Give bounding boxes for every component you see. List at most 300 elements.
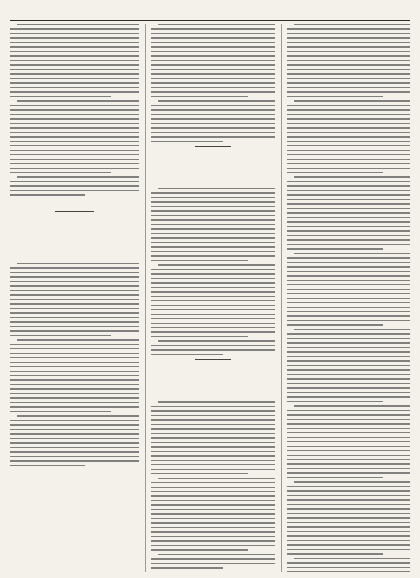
text-line xyxy=(151,219,274,220)
text-line xyxy=(151,451,274,452)
text-line xyxy=(287,432,410,433)
text-line xyxy=(287,423,410,424)
text-line xyxy=(287,163,410,164)
text-line xyxy=(10,375,139,376)
text-line xyxy=(287,472,410,473)
text-line xyxy=(151,327,274,328)
text-line xyxy=(151,354,223,355)
text-line xyxy=(287,428,410,429)
text-line xyxy=(151,473,247,474)
text-line xyxy=(17,263,139,264)
text-line xyxy=(151,433,274,434)
text-line xyxy=(287,208,410,209)
text-line xyxy=(151,495,274,496)
text-line xyxy=(10,118,139,119)
text-line xyxy=(10,362,139,363)
text-line xyxy=(151,114,274,115)
text-line xyxy=(287,571,410,572)
text-line xyxy=(151,282,274,283)
column xyxy=(10,24,139,572)
text-line xyxy=(287,91,410,92)
text-line xyxy=(151,201,274,202)
text-line xyxy=(10,267,139,268)
text-line xyxy=(287,459,410,460)
text-line xyxy=(10,285,139,286)
text-line xyxy=(151,331,274,332)
text-block xyxy=(151,24,274,142)
text-line xyxy=(151,42,274,43)
text-line xyxy=(10,384,139,385)
text-line xyxy=(287,226,410,227)
text-line xyxy=(287,114,410,115)
text-line xyxy=(287,553,383,554)
text-line xyxy=(151,345,274,346)
text-line xyxy=(287,540,410,541)
text-line xyxy=(151,51,274,52)
text-line xyxy=(10,28,139,29)
text-line xyxy=(151,424,274,425)
text-line xyxy=(287,168,410,169)
text-line xyxy=(287,463,410,464)
text-line xyxy=(151,269,274,270)
text-line xyxy=(151,87,274,88)
text-line xyxy=(10,321,139,322)
text-line xyxy=(287,369,410,370)
text-line xyxy=(287,324,383,325)
text-line xyxy=(10,451,139,452)
text-line xyxy=(151,109,274,110)
text-line xyxy=(151,500,274,501)
text-line xyxy=(151,123,274,124)
text-line xyxy=(10,366,139,367)
text-line xyxy=(287,414,410,415)
text-line xyxy=(10,397,139,398)
text-line xyxy=(287,244,410,245)
text-line xyxy=(287,311,410,312)
text-line xyxy=(151,487,274,488)
text-line xyxy=(10,308,139,309)
text-line xyxy=(294,176,410,177)
text-line xyxy=(287,266,410,267)
text-line xyxy=(17,415,139,416)
text-line xyxy=(151,210,274,211)
text-line xyxy=(287,64,410,65)
text-line xyxy=(151,260,247,261)
text-line xyxy=(10,424,139,425)
text-line xyxy=(151,428,274,429)
text-line xyxy=(287,42,410,43)
text-line xyxy=(287,333,410,334)
text-line xyxy=(10,406,139,407)
text-line xyxy=(151,336,247,337)
text-line xyxy=(287,46,410,47)
article-title-block xyxy=(10,217,139,258)
text-line xyxy=(294,100,410,101)
text-block xyxy=(10,24,139,196)
text-line xyxy=(287,419,410,420)
text-line xyxy=(287,342,410,343)
text-line xyxy=(10,388,139,389)
text-line xyxy=(10,303,139,304)
text-line xyxy=(287,159,410,160)
text-line xyxy=(287,109,410,110)
text-line xyxy=(151,291,274,292)
text-line xyxy=(287,567,410,568)
text-line xyxy=(10,276,139,277)
text-line xyxy=(151,527,274,528)
text-line xyxy=(158,100,274,101)
text-line xyxy=(10,73,139,74)
text-line xyxy=(10,272,139,273)
text-line xyxy=(287,289,410,290)
text-line xyxy=(294,24,410,25)
text-line xyxy=(151,278,274,279)
article-title-block xyxy=(151,365,274,396)
text-line xyxy=(287,360,410,361)
text-line xyxy=(287,437,410,438)
text-line xyxy=(151,251,274,252)
text-line xyxy=(151,28,274,29)
text-line xyxy=(287,455,410,456)
text-line xyxy=(287,141,410,142)
text-line xyxy=(287,37,410,38)
text-line xyxy=(10,55,139,56)
text-line xyxy=(287,203,410,204)
text-line xyxy=(151,563,274,564)
text-line xyxy=(287,118,410,119)
text-line xyxy=(287,392,410,393)
text-line xyxy=(151,491,274,492)
text-line xyxy=(10,109,139,110)
text-line xyxy=(10,37,139,38)
text-line xyxy=(287,517,410,518)
text-line xyxy=(10,465,85,466)
text-line xyxy=(10,442,139,443)
text-line xyxy=(287,513,410,514)
text-line xyxy=(151,419,274,420)
text-line xyxy=(151,518,274,519)
text-line xyxy=(287,293,410,294)
text-line xyxy=(287,235,410,236)
text-line xyxy=(10,438,139,439)
text-line xyxy=(287,522,410,523)
text-line xyxy=(151,132,274,133)
text-line xyxy=(287,51,410,52)
text-line xyxy=(287,69,410,70)
section-divider xyxy=(195,146,232,147)
text-line xyxy=(17,176,139,177)
text-block xyxy=(10,263,139,466)
text-line xyxy=(151,410,274,411)
text-line xyxy=(151,460,274,461)
column xyxy=(281,24,410,572)
text-line xyxy=(10,290,139,291)
text-line xyxy=(151,192,274,193)
text-block xyxy=(151,401,274,568)
text-line xyxy=(287,378,410,379)
text-line xyxy=(17,339,139,340)
text-line xyxy=(287,320,410,321)
text-line xyxy=(151,287,274,288)
text-line xyxy=(287,199,410,200)
text-line xyxy=(287,495,410,496)
text-line xyxy=(287,396,410,397)
author-signature xyxy=(10,199,139,207)
text-line xyxy=(151,206,274,207)
text-line xyxy=(287,508,410,509)
text-line xyxy=(287,194,410,195)
text-line xyxy=(287,383,410,384)
text-line xyxy=(151,37,274,38)
text-block xyxy=(151,188,274,355)
text-line xyxy=(151,446,274,447)
text-line xyxy=(287,132,410,133)
text-line xyxy=(287,284,410,285)
text-line xyxy=(287,190,410,191)
text-line xyxy=(287,154,410,155)
text-line xyxy=(151,549,247,550)
text-line xyxy=(287,73,410,74)
text-line xyxy=(151,141,223,142)
text-line xyxy=(151,415,274,416)
text-line xyxy=(287,33,410,34)
text-line xyxy=(151,536,274,537)
text-line xyxy=(10,114,139,115)
text-line xyxy=(294,405,410,406)
text-line xyxy=(10,64,139,65)
text-line xyxy=(10,51,139,52)
text-line xyxy=(151,540,274,541)
text-line xyxy=(151,215,274,216)
text-line xyxy=(287,468,410,469)
text-line xyxy=(287,531,410,532)
text-line xyxy=(10,371,139,372)
running-head xyxy=(10,6,410,21)
text-line xyxy=(287,136,410,137)
text-line xyxy=(287,410,410,411)
text-line xyxy=(287,280,410,281)
text-line xyxy=(287,387,410,388)
text-line xyxy=(287,185,410,186)
text-line xyxy=(287,127,410,128)
text-line xyxy=(10,132,139,133)
text-line xyxy=(287,96,383,97)
text-line xyxy=(151,323,274,324)
text-line xyxy=(151,60,274,61)
text-line xyxy=(287,298,410,299)
text-line xyxy=(151,309,274,310)
text-line xyxy=(10,460,139,461)
text-line xyxy=(287,230,410,231)
text-block xyxy=(287,24,410,572)
text-line xyxy=(10,190,139,191)
text-line xyxy=(151,78,274,79)
text-line xyxy=(17,100,139,101)
text-line xyxy=(158,264,274,265)
text-line xyxy=(151,96,247,97)
text-line xyxy=(287,78,410,79)
article-title-block xyxy=(151,152,274,183)
text-line xyxy=(10,60,139,61)
text-line xyxy=(287,257,410,258)
text-line xyxy=(151,509,274,510)
text-line xyxy=(294,481,410,482)
text-line xyxy=(287,105,410,106)
text-line xyxy=(158,24,274,25)
text-line xyxy=(10,96,111,97)
text-line xyxy=(287,123,410,124)
text-line xyxy=(287,544,410,545)
text-line xyxy=(151,406,274,407)
columns xyxy=(10,24,410,572)
text-line xyxy=(151,482,274,483)
text-line xyxy=(10,87,139,88)
text-line xyxy=(151,242,274,243)
text-line xyxy=(287,239,410,240)
text-line xyxy=(151,105,274,106)
text-line xyxy=(287,262,410,263)
text-line xyxy=(151,305,274,306)
text-line xyxy=(287,217,410,218)
text-line xyxy=(10,172,111,173)
text-line xyxy=(151,437,274,438)
text-line xyxy=(287,549,410,550)
text-line xyxy=(10,411,111,412)
text-line xyxy=(151,69,274,70)
text-line xyxy=(10,420,139,421)
text-line xyxy=(10,379,139,380)
text-line xyxy=(151,300,274,301)
text-line xyxy=(158,554,274,555)
text-line xyxy=(151,73,274,74)
text-line xyxy=(151,567,223,568)
text-line xyxy=(151,136,274,137)
text-line xyxy=(151,513,274,514)
text-line xyxy=(287,60,410,61)
text-line xyxy=(151,273,274,274)
text-line xyxy=(287,248,383,249)
text-line xyxy=(151,228,274,229)
text-line xyxy=(151,464,274,465)
text-line xyxy=(287,28,410,29)
text-line xyxy=(287,275,410,276)
text-line xyxy=(151,558,274,559)
text-line xyxy=(10,42,139,43)
text-line xyxy=(151,455,274,456)
text-line xyxy=(158,478,274,479)
text-line xyxy=(10,91,139,92)
text-line xyxy=(287,526,410,527)
text-line xyxy=(287,82,410,83)
text-line xyxy=(10,123,139,124)
text-line xyxy=(151,82,274,83)
text-line xyxy=(10,335,111,336)
text-line xyxy=(10,393,139,394)
text-line xyxy=(158,340,274,341)
text-line xyxy=(287,150,410,151)
text-line xyxy=(10,312,139,313)
text-line xyxy=(10,294,139,295)
section-divider xyxy=(55,211,94,212)
text-line xyxy=(10,154,139,155)
column xyxy=(145,24,274,572)
text-line xyxy=(151,255,274,256)
text-line xyxy=(287,450,410,451)
text-line xyxy=(151,296,274,297)
text-line xyxy=(10,194,85,195)
text-line xyxy=(287,315,410,316)
text-line xyxy=(10,357,139,358)
text-line xyxy=(151,127,274,128)
text-line xyxy=(10,456,139,457)
text-line xyxy=(287,55,410,56)
text-line xyxy=(10,429,139,430)
text-line xyxy=(151,531,274,532)
text-line xyxy=(287,181,410,182)
text-line xyxy=(10,447,139,448)
text-line xyxy=(287,490,410,491)
text-line xyxy=(151,33,274,34)
text-line xyxy=(158,188,274,189)
text-line xyxy=(287,212,410,213)
text-line xyxy=(17,24,139,25)
text-line xyxy=(151,469,274,470)
text-line xyxy=(287,374,410,375)
text-line xyxy=(287,356,410,357)
text-line xyxy=(151,224,274,225)
text-line xyxy=(10,136,139,137)
text-line xyxy=(287,307,410,308)
text-line xyxy=(287,145,410,146)
text-line xyxy=(10,433,139,434)
text-line xyxy=(151,118,274,119)
text-line xyxy=(287,477,383,478)
text-line xyxy=(10,330,139,331)
text-line xyxy=(151,442,274,443)
text-line xyxy=(287,221,410,222)
text-line xyxy=(10,326,139,327)
text-line xyxy=(151,349,274,350)
text-line xyxy=(287,504,410,505)
text-line xyxy=(287,562,410,563)
text-line xyxy=(151,522,274,523)
text-line xyxy=(151,91,274,92)
text-line xyxy=(151,246,274,247)
text-line xyxy=(151,314,274,315)
text-line xyxy=(287,401,383,402)
text-line xyxy=(287,338,410,339)
text-line xyxy=(287,302,410,303)
text-line xyxy=(10,141,139,142)
text-line xyxy=(151,197,274,198)
text-line xyxy=(10,299,139,300)
text-line xyxy=(287,486,410,487)
text-line xyxy=(287,446,410,447)
text-line xyxy=(10,344,139,345)
text-line xyxy=(10,145,139,146)
text-line xyxy=(10,82,139,83)
text-line xyxy=(10,33,139,34)
text-line xyxy=(10,163,139,164)
text-line xyxy=(287,499,410,500)
text-line xyxy=(10,150,139,151)
text-line xyxy=(151,233,274,234)
text-line xyxy=(151,237,274,238)
text-line xyxy=(10,78,139,79)
text-line xyxy=(10,127,139,128)
text-line xyxy=(287,172,383,173)
text-line xyxy=(151,46,274,47)
